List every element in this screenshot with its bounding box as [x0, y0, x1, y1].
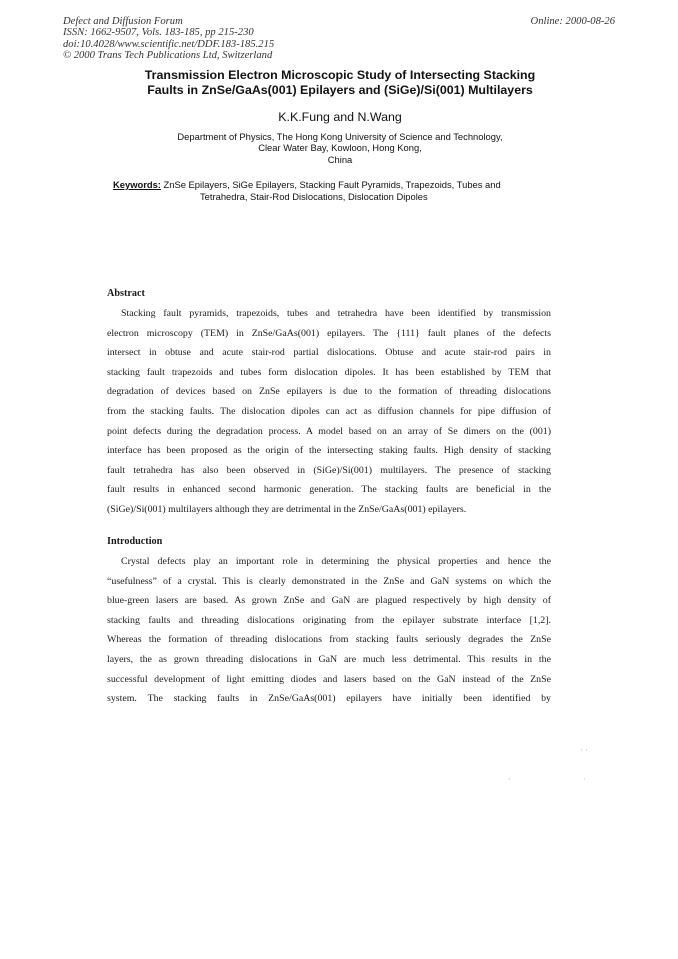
abstract-line: fault tetrahedra has also been observed in (SiGe)/Si(001) multilayers. The presence of stacking [107, 464, 551, 476]
scan-artifact: · [583, 775, 586, 784]
affiliation-line-2: Clear Water Bay, Kowloon, Hong Kong, [258, 142, 422, 154]
abstract-line: Stacking fault pyramids, trapezoids, tubes and tetrahedra have been identified by transmission [121, 308, 551, 319]
scan-artifact: · [508, 775, 511, 784]
keywords-label: Keywords: [113, 179, 161, 190]
intro-last-line: system. The stacking faults in ZnSe/GaAs(001) epilayers have initially been identified by [107, 693, 551, 705]
affiliation-line-3: China [327, 153, 353, 165]
intro-line: layers, the as grown threading dislocations in GaN are much less detrimental. This results in the [107, 653, 551, 665]
keywords [113, 179, 583, 202]
doi-line: doi:10.4028/www.scientific.net/DDF.183-185.215 [63, 38, 275, 50]
intro-line: Crystal defects play an important role in determining the physical properties and hence the [121, 556, 551, 567]
abstract-line: interface has been proposed as the origin of the intersecting staking faults. High density of stacking [107, 445, 551, 457]
online-date: Online: 2000-08-26 [530, 16, 615, 27]
intro-line: successful development of light emitting diodes and lasers based on the GaN instead of the ZnSe [107, 673, 551, 685]
abstract-line: (SiGe)/Si(001) multilayers although they are detrimental in the ZnSe/GaAs(001) epilayers. [107, 503, 467, 515]
abstract-line: fault results in enhanced second harmonic generation. The stacking faults are beneficial in the [107, 484, 551, 496]
abstract-line: from the stacking faults. The dislocation dipoles can act as diffusion channels for pipe diffusion of [107, 405, 551, 417]
intro-line: stacking faults and threading dislocations originating from the epilayer substrate interface [1,2]. [107, 614, 551, 626]
abstract-section [107, 288, 551, 520]
abstract-line: intersect in obtuse and acute stair-rod partial dislocations. Obtuse and acute stair-rod pairs in [107, 347, 551, 359]
introduction-section [107, 536, 551, 709]
abstract-line: stacking fault trapezoids and tubes form dislocation dipoles. It has been established by TEM that [107, 366, 551, 378]
abstract-line: degradation of devices based on ZnSe epilayers is due to the formation of threading dislocations [107, 386, 551, 398]
keywords-line-2: Tetrahedra, Stair-Rod Dislocations, Dislocation Dipoles [200, 190, 428, 202]
abstract-line: point defects during the degradation process. A model based on an array of Se dimers on the (001) [107, 425, 551, 437]
copyright-line: © 2000 Trans Tech Publications Ltd, Switzerland [63, 50, 273, 62]
intro-line: Whereas the formation of threading dislocations from stacking faults seriously degrades the ZnSe [107, 634, 551, 646]
intro-line: “usefulness” of a crystal. This is clearly demonstrated in the ZnSe and GaN systems on which the [107, 575, 551, 587]
issn-line: ISSN: 1662-9507, Vols. 183-185, pp 215-230 [63, 27, 254, 39]
affiliation [60, 131, 620, 165]
paper-title [60, 68, 620, 97]
intro-line: blue-green lasers are based. As grown ZnSe and GaN are plagued respectively by high density of [107, 595, 551, 607]
abstract-line: electron microscopy (TEM) in ZnSe/GaAs(001) epilayers. The {111} fault planes of the defects [107, 327, 551, 339]
authors: K.K.Fung and N.Wang [278, 110, 402, 124]
scan-artifact: · · [580, 746, 588, 755]
title-line-2: Faults in ZnSe/GaAs(001) Epilayers and (SiGe)/Si(001) Multilayers [147, 82, 533, 97]
keywords-line-1: ZnSe Epilayers, SiGe Epilayers, Stacking Fault Pyramids, Trapezoids, Tubes and [163, 179, 501, 190]
journal-header [63, 16, 274, 62]
abstract-heading: Abstract [107, 288, 145, 299]
affiliation-line-1: Department of Physics, The Hong Kong University of Science and Technology, [177, 131, 503, 142]
journal-name: Defect and Diffusion Forum [63, 16, 183, 27]
introduction-heading: Introduction [107, 536, 163, 547]
title-line-1: Transmission Electron Microscopic Study of Intersecting Stacking [144, 68, 536, 82]
